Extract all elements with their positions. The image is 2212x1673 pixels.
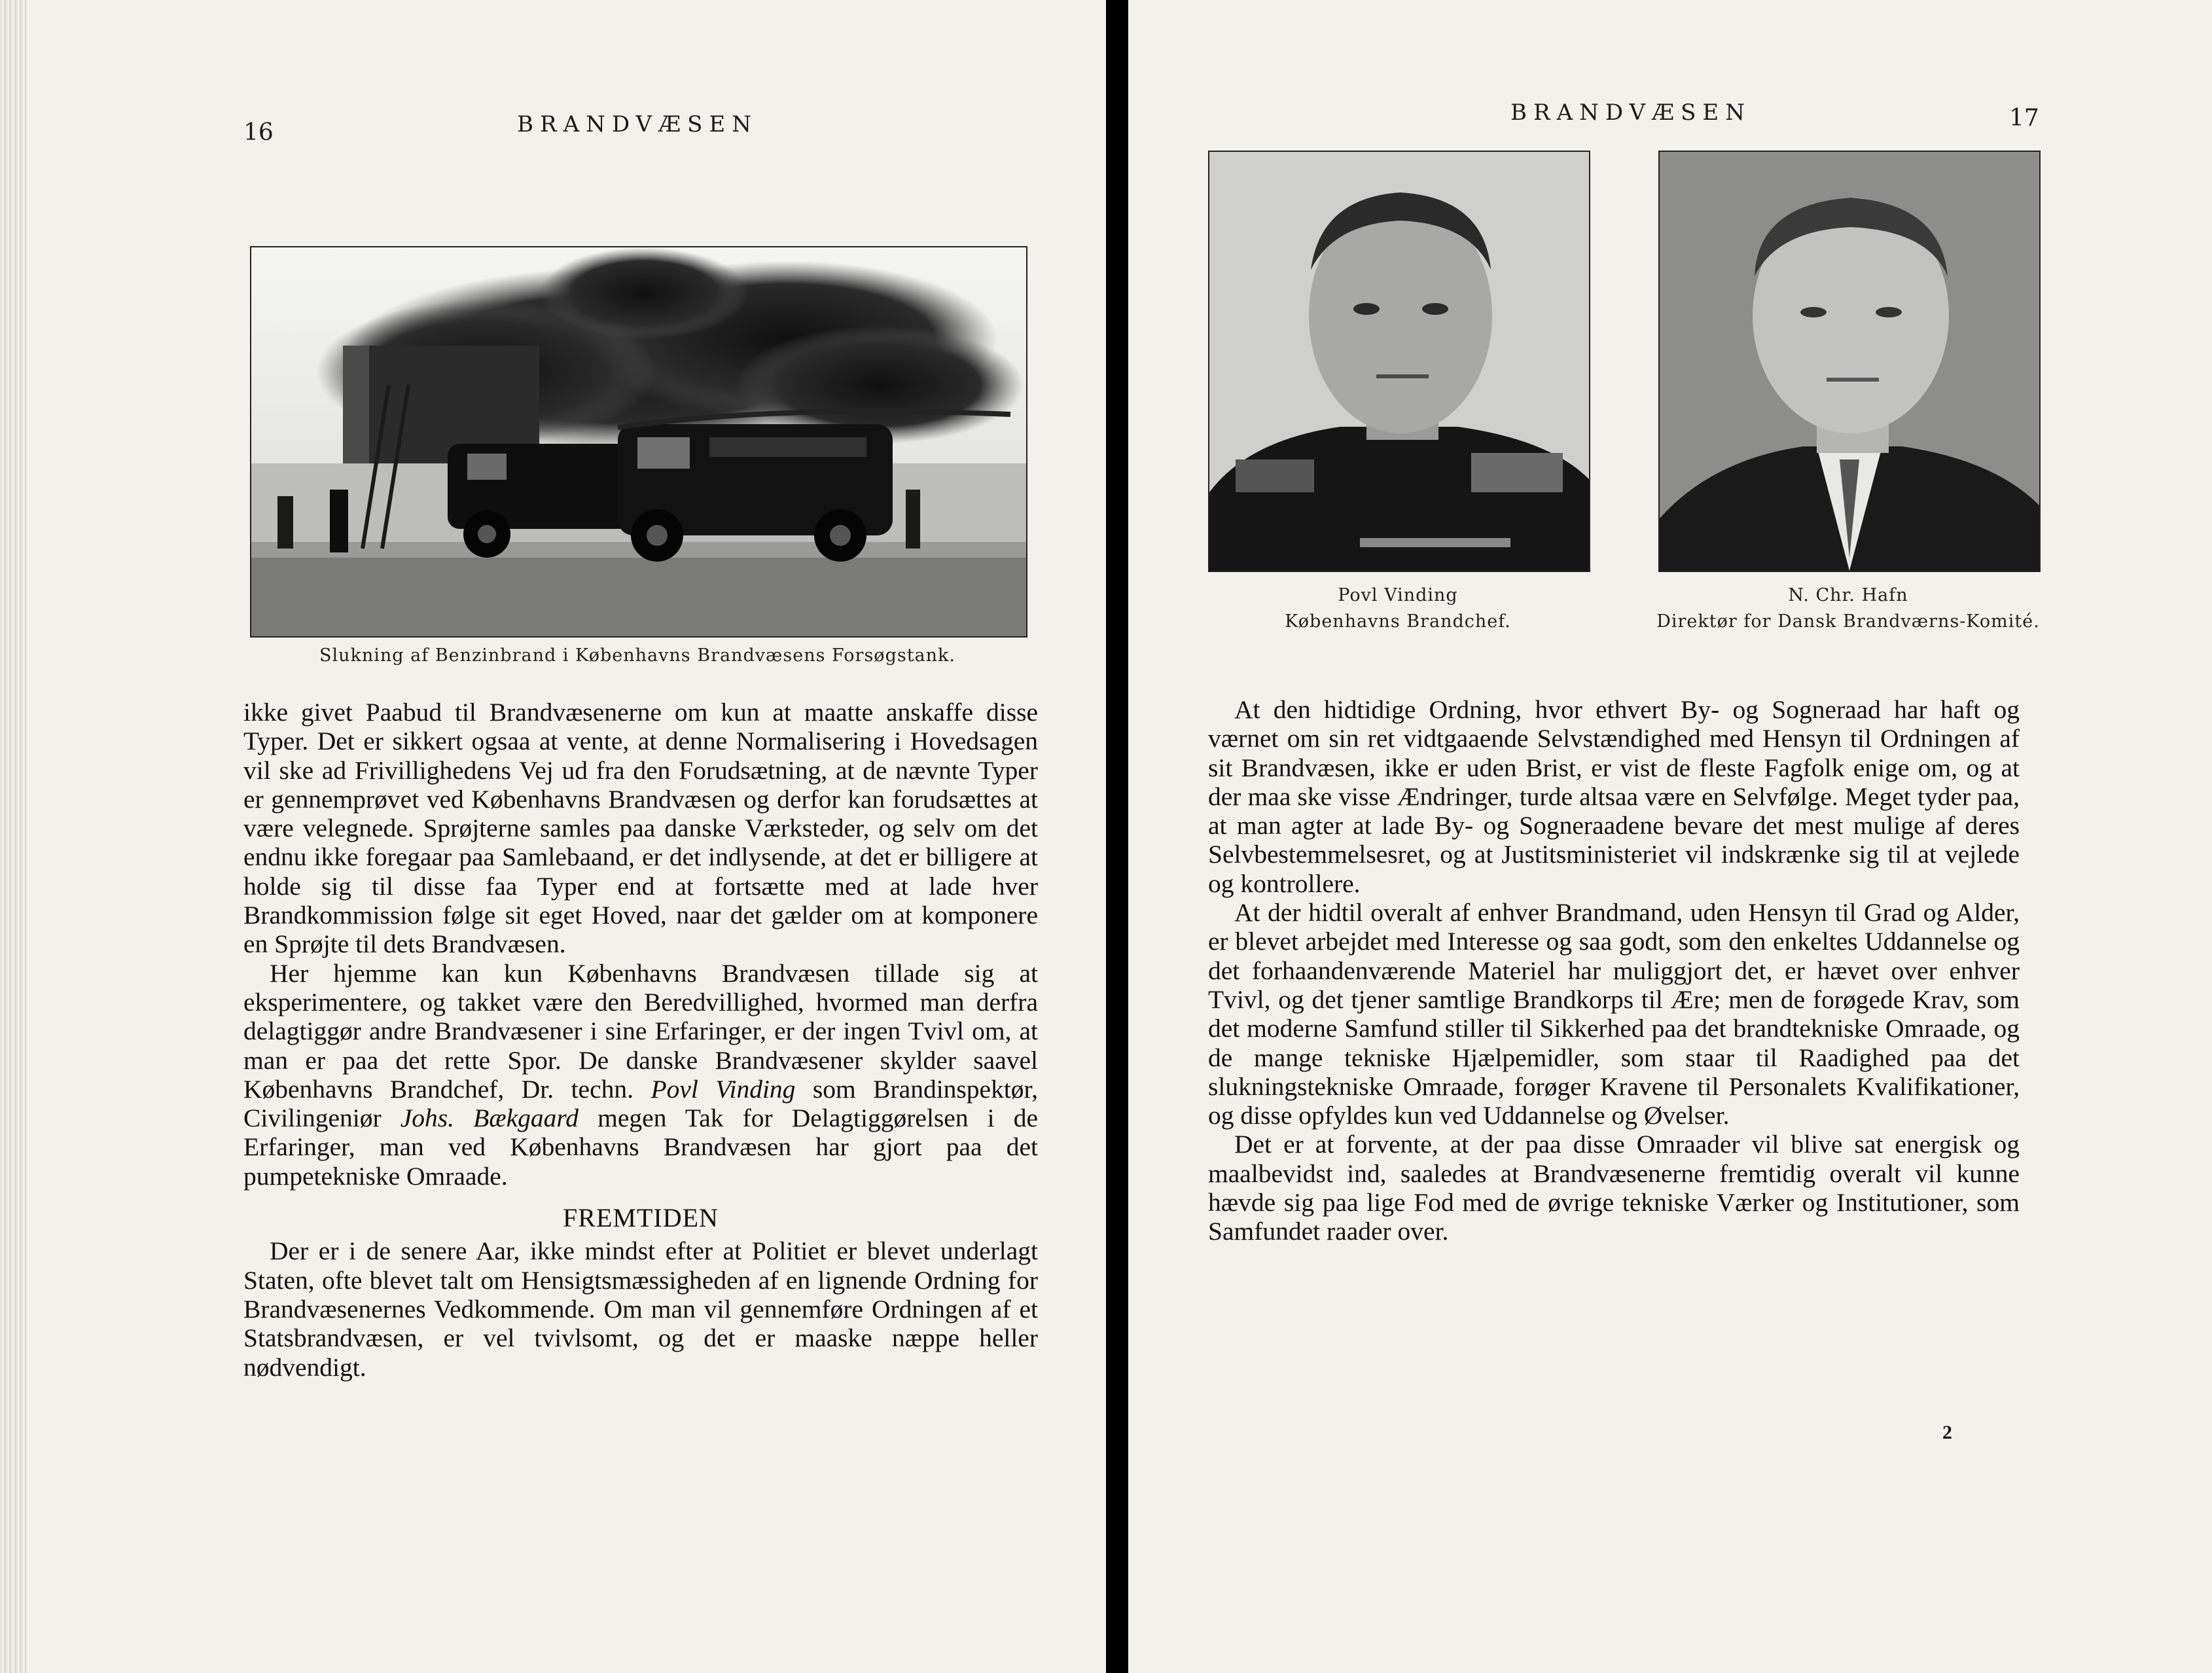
paragraph: At den hidtidige Ordning, hvor ethvert By- og Sogneraad har haft og værnet om sin ret vidtgaaende Selvstændighed med Hensyn til Ordningen af sit Brandvæsen, ikke er uden Brist, er vist de fleste Fagfolk enige om, og at der maa ske visse Ændringer, turde altsaa være en Selvfølge. Meget tyder paa, at man agter at lade By- og Sogneraadene bevare det mest mulige af deres Selvbestemmelsesret, og at Justitsministeriet vil indskrænke sig til at vejlede og kontrollere. <box>1208 695 2020 898</box>
portrait-image <box>1660 152 2039 571</box>
running-head: BRANDVÆSEN <box>517 111 758 137</box>
section-heading: FREMTIDEN <box>563 1203 719 1233</box>
portrait-image <box>1209 152 1589 571</box>
caption-title: Direktør for Dansk Brandværns-Komité. <box>1656 611 2040 632</box>
paragraph: At der hidtil overalt af enhver Brandmand, uden Hensyn til Grad og Alder, er blevet arbejdet med Interesse og saa godt, som den enkeltes Uddannelse og det forhaandenværende Materiel har muliggjort det, er hævet over enhver Tvivl, og det tjener samtlige Brandkorps til Ære; men de forøgede Krav, som det moderne Samfund stiller til Sikkerhed paa det brandtekniske Omraade, og de mange tekniske Hjælpemidler, som staar til Raadighed paa det slukningstekniske Omraade, forøger Kravene til Personalets Kvalifikationer, og disse opfyldes kun ved Uddannelse og Øvelser. <box>1208 898 2020 1130</box>
paragraph: Det er at forvente, at der paa disse Omraader vil blive sat energisk og maalbevidst ind, saaledes at Brandvæsenerne fremtidig overalt vil kunne hævde sig paa lige Fod med de øvrige tekniske Værker og Institutioner, som Samfundet raader over. <box>1208 1130 2020 1246</box>
running-head: BRANDVÆSEN <box>1510 99 1751 126</box>
signature-mark: 2 <box>1942 1422 1952 1443</box>
person-name: Johs. Bækgaard <box>400 1104 579 1133</box>
page-edge-strip <box>0 0 26 1673</box>
text-run: som Brandinspektør, Civilingeniør <box>243 1074 1039 1133</box>
left-body-text <box>243 698 1038 1382</box>
page-number: 17 <box>2009 105 2039 132</box>
paragraph: ikke givet Paabud til Brandvæsenerne om kun at maatte anskaffe disse Typer. Det er sikkert ogsaa at vente, at denne Normalisering i Hovedsagen vil ske ad Frivillighedens Vej ud fra den Forudsætning, at de nævnte Typer er gennemprøvet ved Københavns Brandvæsen og derfor kan forudsættes at være velegnede. Sprøjterne samles paa danske Værksteder, og selv om det endnu ikke foregaar paa Samlebaand, er det indlysende, at det er billigere at holde sig til disse faa Typer end at fortsætte med at lade hver Brandkommission følge sit eget Hoved, naar det gælder om at komponere en Sprøjte til dets Brandvæsen. <box>243 698 1038 959</box>
paragraph <box>243 959 1038 1191</box>
portrait-photo-vinding <box>1208 151 1590 572</box>
page-number: 16 <box>243 119 274 146</box>
fire-truck-photo-image <box>251 247 1026 636</box>
paragraph: Der er i de senere Aar, ikke mindst efter at Politiet er blevet underlagt Staten, ofte blevet talt om Hensigtsmæssigheden af en lignende Ordning for Brandvæsenernes Vedkommende. Om man vil gennemføre Ordningen af et Statsbrandvæsen, er vel tvivlsomt, og det er maaske næppe heller nødvendigt. <box>243 1236 1038 1382</box>
portrait-caption-hafn <box>1632 583 2064 635</box>
person-name: Povl Vinding <box>651 1074 796 1104</box>
caption-name: Povl Vinding <box>1338 585 1458 605</box>
right-body-text <box>1208 695 2020 1246</box>
photo-caption: Slukning af Benzinbrand i Københavns Brandvæsens Forsøgstank. <box>319 645 955 666</box>
text-run: Her hjemme kan kun Københavns Brandvæsen tillade sig at eksperimentere, og takket være den Beredvillighed, hvormed man derfra delagtiggør andre Brandvæsener i sine Erfaringer, er der ingen Tvivl om, at man er paa det rette Spor. De danske Brandvæsener skylder saavel Københavns Brandchef, Dr. techn. <box>243 958 1038 1104</box>
portrait-photo-hafn <box>1658 151 2041 572</box>
fire-truck-photo <box>250 246 1027 638</box>
caption-title: Københavns Brandchef. <box>1285 611 1511 632</box>
portrait-caption-vinding <box>1208 583 1588 635</box>
text-run: megen Tak for Delagtiggørelsen i de Erfaringer, man ved Københavns Brandvæsen har gjort paa det pumpetekniske Omraade. <box>243 1104 1039 1191</box>
caption-name: N. Chr. Hafn <box>1788 585 1908 605</box>
right-page <box>1128 0 2212 1673</box>
